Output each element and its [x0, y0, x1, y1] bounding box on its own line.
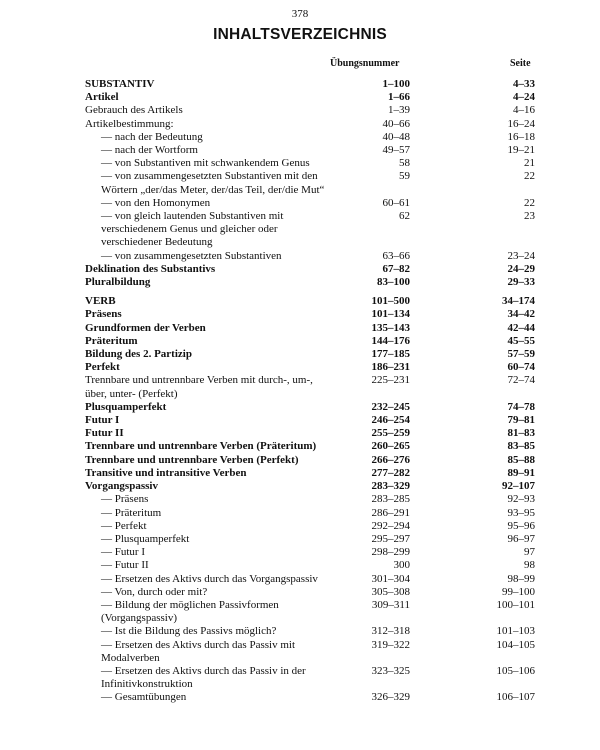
toc-entry-title: — Gesamtübungen [101, 691, 187, 704]
toc-page-range: 106–107 [496, 691, 535, 704]
toc-page-range: 98 [524, 559, 535, 572]
toc-row [85, 250, 585, 263]
toc-entry-title: Deklination des Substantivs [85, 262, 216, 275]
toc-row [85, 210, 585, 250]
toc-entry-title: Artikel [85, 91, 119, 104]
column-header-pages: Seite [510, 58, 531, 69]
toc-row [85, 691, 585, 704]
toc-page-range: 57–59 [507, 348, 535, 361]
toc-row [85, 348, 585, 361]
toc-entry-title: Artikelbestimmung: [85, 117, 174, 130]
toc-page-range: 95–96 [507, 519, 535, 532]
toc-row [85, 361, 585, 374]
toc-entry-title: SUBSTANTIV [85, 78, 155, 90]
toc-page-range: 24–29 [507, 262, 535, 275]
toc-row [85, 78, 585, 91]
toc-row [85, 427, 585, 440]
toc-row [85, 599, 585, 625]
toc-entry-title: — von zusammengesetzten Substantiven [101, 249, 282, 262]
toc-exercise-range: 49–57 [382, 144, 410, 157]
toc-row [85, 533, 585, 546]
toc-exercise-range: 1–39 [388, 104, 410, 117]
toc-entry-title: Trennbare und untrennbare Verben mit durch-, um-, über, unter- (Perfekt) [85, 374, 313, 400]
toc-row [85, 91, 585, 104]
toc-page-range: 89–91 [507, 466, 535, 479]
toc-exercise-range: 286–291 [371, 506, 410, 519]
toc-exercise-range: 59 [399, 170, 410, 183]
toc-entry-title: — Ersetzen des Aktivs durch das Passiv in der Infinitivkonstruktion [101, 664, 306, 691]
toc-exercise-range: 135–143 [371, 321, 410, 334]
toc-entry-title: — Ersetzen des Aktivs durch das Passiv mit Modalverben [101, 638, 296, 664]
toc-page-range: 23–24 [507, 249, 535, 262]
toc-row [85, 104, 585, 117]
toc-page-range: 72–74 [507, 374, 535, 387]
toc-exercise-range: 144–176 [371, 334, 410, 347]
toc-exercise-range: 186–231 [371, 361, 410, 374]
toc-entry-title: Gebrauch des Artikels [85, 104, 183, 117]
toc-row [85, 131, 585, 144]
toc-entry-title: Trennbare und untrennbare Verben (Präteritum) [85, 440, 317, 453]
toc-exercise-range: 40–66 [382, 117, 410, 130]
toc-page-range: 79–81 [507, 414, 535, 427]
toc-entry-title: Transitive und intransitive Verben [85, 466, 247, 479]
toc-entry-title: — Bildung der möglichen Passivformen (Vorgangspassiv) [101, 598, 279, 625]
toc-entry-title: — von gleich lautenden Substantiven mit verschiedenem Genus und gleicher oder verschiedener Bedeutung [101, 210, 284, 249]
toc-entry-title: Pluralbildung [85, 276, 151, 289]
toc-page-range: 34–174 [502, 295, 535, 308]
toc-page-range: 97 [524, 546, 535, 559]
toc-page-range: 4–16 [513, 104, 535, 117]
toc-row [85, 520, 585, 533]
toc-exercise-range: 83–100 [377, 276, 410, 289]
toc-entry-title: VERB [85, 295, 116, 308]
toc-exercise-range: 312–318 [371, 625, 410, 638]
toc-exercise-range: 232–245 [371, 400, 410, 413]
toc-entry-title: — von den Homonymen [101, 196, 211, 209]
toc-row [85, 440, 585, 453]
toc-exercise-range: 67–82 [382, 262, 410, 275]
toc-entry-title: — von Substantiven mit schwankendem Genus [101, 157, 310, 170]
toc-page-range: 29–33 [507, 276, 535, 289]
toc-entry-title: Grundformen der Verben [85, 321, 206, 334]
toc-row [85, 295, 585, 308]
toc-row [85, 157, 585, 170]
toc-page-range: 92–93 [507, 493, 535, 506]
toc-row [85, 467, 585, 480]
toc-page-range: 81–83 [507, 427, 535, 440]
toc-exercise-range: 260–265 [371, 440, 410, 453]
toc-entry-title: — Plusquamperfekt [101, 532, 190, 545]
toc-page-range: 99–100 [502, 585, 535, 598]
toc-exercise-range: 319–322 [371, 638, 410, 651]
toc-row [85, 170, 585, 196]
toc-entry-title: — Präsens [101, 493, 149, 506]
toc-entry-title: Futur I [85, 414, 120, 427]
toc-page-range: 93–95 [507, 506, 535, 519]
toc-row [85, 276, 585, 289]
toc-entry-title: — Ersetzen des Aktivs durch das Vorgangspassiv [101, 572, 318, 585]
toc-row [85, 263, 585, 276]
toc-row [85, 559, 585, 572]
toc-row [85, 586, 585, 599]
toc-row [85, 480, 585, 493]
toc-page-range: 74–78 [507, 400, 535, 413]
toc-entry-title: — Futur II [101, 559, 149, 572]
toc-row [85, 665, 585, 691]
toc-row [85, 118, 585, 131]
toc-entry-title: — nach der Wortform [101, 144, 198, 157]
toc-exercise-range: 309–311 [371, 598, 410, 611]
toc-page-range: 23 [524, 210, 535, 223]
toc-row [85, 308, 585, 321]
toc-page-range: 21 [524, 157, 535, 170]
toc-entry-title: Futur II [85, 427, 124, 440]
toc-exercise-range: 283–329 [371, 480, 410, 493]
toc-row [85, 546, 585, 559]
toc-exercise-range: 225–231 [371, 374, 410, 387]
toc-row [85, 197, 585, 210]
toc-page-range: 83–85 [507, 440, 535, 453]
toc-entry-title: — Von, durch oder mit? [101, 585, 208, 598]
toc-row [85, 625, 585, 638]
toc-entry-title: — Präteritum [101, 506, 162, 519]
toc-row [85, 335, 585, 348]
toc-exercise-range: 246–254 [371, 414, 410, 427]
toc-exercise-range: 1–100 [382, 78, 410, 90]
toc-exercise-range: 300 [393, 559, 410, 572]
toc-page-range: 96–97 [507, 532, 535, 545]
page-number: 378 [291, 8, 309, 20]
toc-row [85, 454, 585, 467]
toc-exercise-range: 326–329 [371, 691, 410, 704]
toc-page-range: 22 [524, 170, 535, 183]
toc-entry-title: — Ist die Bildung des Passivs möglich? [101, 625, 277, 638]
toc-entry-title: — nach der Bedeutung [101, 130, 203, 143]
toc-page-range: 92–107 [502, 480, 535, 493]
toc-page-range: 16–18 [507, 130, 535, 143]
toc-entry-title: — Perfekt [101, 519, 147, 532]
toc-row [85, 401, 585, 414]
toc-page-range: 45–55 [507, 334, 535, 347]
toc-exercise-range: 277–282 [371, 466, 410, 479]
toc-row [85, 414, 585, 427]
column-header-exercises: Übungsnummer [330, 58, 400, 69]
toc-entry-title: Vorgangspassiv [85, 480, 158, 493]
toc-exercise-range: 101–500 [371, 295, 410, 308]
toc-exercise-range: 323–325 [371, 664, 410, 677]
toc-entry-title: Präteritum [85, 334, 138, 347]
toc-exercise-range: 255–259 [371, 427, 410, 440]
toc-page-range: 4–33 [513, 78, 535, 90]
toc-page-range: 98–99 [507, 572, 535, 585]
toc-page-range: 19–21 [507, 144, 535, 157]
toc-entry-title: Plusquamperfekt [85, 400, 167, 413]
toc-exercise-range: 101–134 [371, 308, 410, 321]
toc-exercise-range: 295–297 [371, 532, 410, 545]
toc-page-range: 4–24 [513, 91, 535, 104]
toc-page-range: 104–105 [496, 638, 535, 651]
toc-entry-title: — Futur I [101, 546, 145, 559]
toc-row [85, 144, 585, 157]
toc-exercise-range: 298–299 [371, 546, 410, 559]
toc-page-range: 34–42 [507, 308, 535, 321]
toc-entry-title: Präsens [85, 308, 122, 321]
toc-row [85, 493, 585, 506]
toc-entry-title: Perfekt [85, 361, 120, 374]
toc-exercise-range: 292–294 [371, 519, 410, 532]
toc-row [85, 374, 585, 400]
toc-page-range: 105–106 [496, 664, 535, 677]
toc-entry-title: Bildung des 2. Partizip [85, 348, 192, 361]
toc-exercise-range: 177–185 [371, 348, 410, 361]
toc-exercise-range: 266–276 [371, 453, 410, 466]
toc-exercise-range: 283–285 [371, 493, 410, 506]
toc-row [85, 573, 585, 586]
toc-exercise-range: 63–66 [382, 249, 410, 262]
toc-page-range: 60–74 [507, 361, 535, 374]
toc-page-range: 100–101 [496, 598, 535, 611]
toc-exercise-range: 60–61 [382, 196, 410, 209]
toc-exercise-range: 58 [399, 157, 410, 170]
toc-page-range: 16–24 [507, 117, 535, 130]
page-title: INHALTSVERZEICHNIS [213, 26, 387, 43]
toc-exercise-range: 40–48 [382, 130, 410, 143]
toc-exercise-range: 305–308 [371, 585, 410, 598]
toc-exercise-range: 62 [399, 210, 410, 223]
toc-row [85, 639, 585, 665]
toc-page-range: 42–44 [507, 321, 535, 334]
toc-page-range: 22 [524, 196, 535, 209]
toc-page-range: 101–103 [496, 625, 535, 638]
toc-exercise-range: 301–304 [371, 572, 410, 585]
toc-entry-title: Trennbare und untrennbare Verben (Perfekt) [85, 453, 299, 466]
toc-row [85, 507, 585, 520]
table-of-contents [85, 78, 585, 705]
toc-page-range: 85–88 [507, 453, 535, 466]
toc-exercise-range: 1–66 [388, 91, 410, 104]
toc-row [85, 322, 585, 335]
toc-entry-title: — von zusammengesetzten Substantiven mit den Wörtern „der/das Meter, der/das Teil, der/die Mut“ [101, 170, 325, 196]
